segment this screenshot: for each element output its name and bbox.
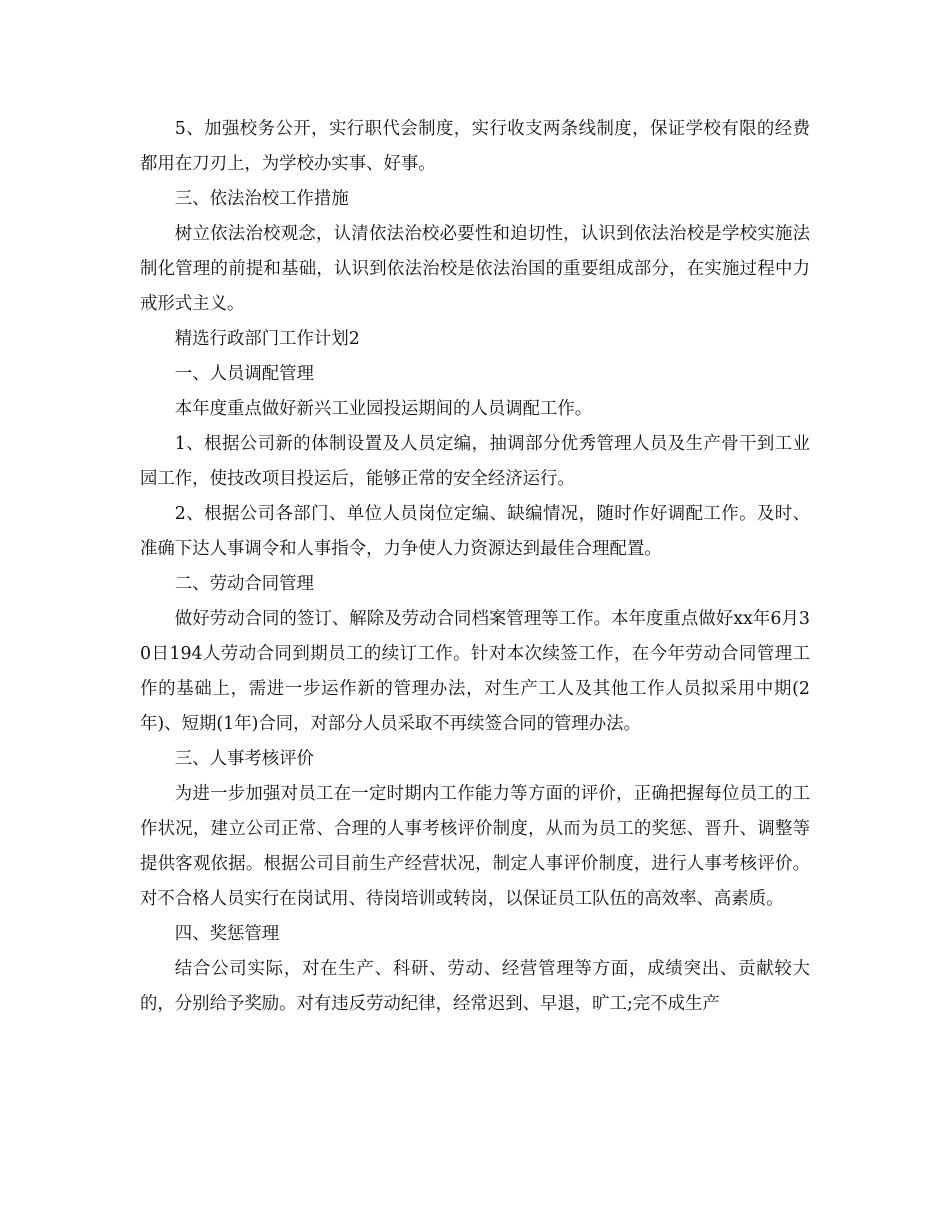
section-heading-rule-of-law-measures: 三、依法治校工作措施 bbox=[174, 189, 349, 209]
document-body bbox=[140, 112, 810, 1022]
paragraph-labor-contract: 做好劳动合同的签订、解除及劳动合同档案管理等工作。本年度重点做好xx年6月30日194人劳动合同到期员工的续订工作。针对本次续签工作，在今年劳动合同管理工作的基础上，需进一步运作新的管理办法，对生产工人及其他工作人员拟采用中期(2年)、短期(1年)合同，对部分人员采取不再续签合同的管理办法。 bbox=[140, 609, 810, 734]
paragraph-item-5: 5、加强校务公开，实行职代会制度，实行收支两条线制度，保证学校有限的经费都用在刀刃上，为学校办实事、好事。 bbox=[140, 119, 810, 174]
paragraph-personnel-assessment: 为进一步加强对员工在一定时期内工作能力等方面的评价，正确把握每位员工的工作状况，建立公司正常、合理的人事考核评价制度，从而为员工的奖惩、晋升、调整等提供客观依据。根据公司目前生产经营状况，制定人事评价制度，进行人事考核评价。对不合格人员实行在岗试用、待岗培训或转岗，以保证员工队伍的高效率、高素质。 bbox=[140, 784, 810, 909]
section-heading-rewards-penalties: 四、奖惩管理 bbox=[174, 924, 280, 944]
paragraph-staffing-intro: 本年度重点做好新兴工业园投运期间的人员调配工作。 bbox=[174, 399, 593, 419]
paragraph-rule-of-law: 树立依法治校观念，认清依法治校必要性和迫切性，认识到依法治校是学校实施法制化管理的前提和基础，认识到依法治校是依法治国的重要组成部分，在实施过程中力戒形式主义。 bbox=[140, 224, 810, 314]
section-heading-personnel-assessment: 三、人事考核评价 bbox=[174, 749, 314, 769]
document-subtitle: 精选行政部门工作计划2 bbox=[174, 329, 360, 349]
paragraph-rewards-penalties: 结合公司实际，对在生产、科研、劳动、经营管理等方面，成绩突出、贡献较大的，分别给予奖励。对有违反劳动纪律，经常迟到、早退，旷工;完不成生产 bbox=[140, 959, 810, 1014]
section-heading-labor-contract: 二、劳动合同管理 bbox=[174, 574, 314, 594]
paragraph-staffing-item-2: 2、根据公司各部门、单位人员岗位定编、缺编情况，随时作好调配工作。及时、准确下达人事调令和人事指令，力争使人力资源达到最佳合理配置。 bbox=[140, 504, 810, 559]
paragraph-staffing-item-1: 1、根据公司新的体制设置及人员定编，抽调部分优秀管理人员及生产骨干到工业园工作，使技改项目投运后，能够正常的安全经济运行。 bbox=[140, 434, 810, 489]
section-heading-staffing: 一、人员调配管理 bbox=[174, 364, 314, 384]
